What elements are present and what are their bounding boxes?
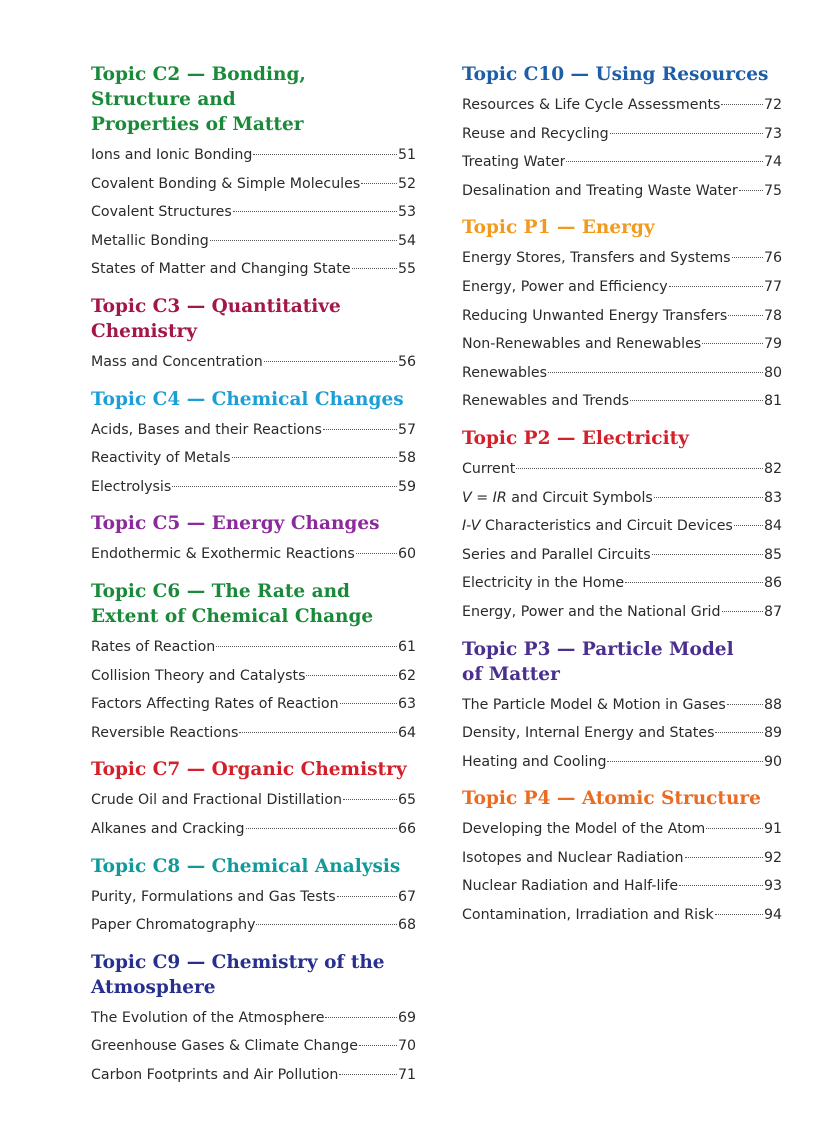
dot-leader: [210, 240, 397, 241]
entry-title: Renewables and Trends: [462, 393, 629, 410]
contents-entry-covalent-structures[interactable]: [91, 198, 416, 227]
dot-leader: [323, 429, 397, 430]
dot-leader: [239, 732, 397, 733]
dot-leader: [172, 486, 397, 487]
page-number: 58: [397, 450, 416, 467]
dot-leader: [352, 268, 397, 269]
entry-title: Mass and Concentration: [91, 353, 263, 370]
contents-entry-metallic-bonding[interactable]: [91, 227, 416, 256]
contents-entry-current[interactable]: [462, 455, 782, 484]
topic-heading-line: Structure and: [91, 89, 236, 110]
dot-leader: [715, 732, 762, 733]
topic-heading-line: Topic C5 — Energy Changes: [91, 513, 380, 535]
entry-title: Reversible Reactions: [91, 724, 239, 741]
topic-heading-line: Topic C9 — Chemistry of the: [91, 951, 385, 973]
contents-entry-covalent-bonding-simple-molecules[interactable]: [91, 170, 416, 199]
entry-title: Carbon Footprints and Air Pollution: [91, 1066, 339, 1083]
page-number: 76: [763, 250, 782, 267]
entry-title-italic: IR: [492, 489, 507, 506]
entry-title: Contamination, Irradiation and Risk: [462, 907, 714, 924]
topic-heading: [91, 757, 416, 782]
entry-title: Density, Internal Energy and States: [462, 725, 715, 742]
topic-heading: [91, 854, 416, 879]
dot-leader: [652, 554, 763, 555]
page-number: 67: [397, 888, 416, 905]
dot-leader: [734, 525, 763, 526]
dot-leader: [721, 104, 763, 105]
contents-entry-ions-and-ionic-bonding[interactable]: [91, 141, 416, 170]
page-number: 63: [397, 696, 416, 713]
entry-title: Current: [462, 460, 516, 477]
contents-entry-the-evolution-of-the-atmosphere[interactable]: [91, 1004, 416, 1033]
contents-entry-series-and-parallel-circuits[interactable]: [462, 541, 782, 570]
dot-leader: [337, 896, 397, 897]
page-number: 55: [397, 261, 416, 278]
page-number: 57: [397, 421, 416, 438]
entry-title: The Particle Model & Motion in Gases: [462, 696, 726, 713]
contents-entry-nuclear-radiation-and-half-life[interactable]: [462, 872, 782, 901]
topic-heading: [91, 511, 416, 536]
page-number: 94: [763, 907, 782, 924]
contents-entry-states-of-matter-and-changing-state[interactable]: [91, 255, 416, 284]
page-number: 53: [397, 204, 416, 221]
dot-leader: [728, 315, 763, 316]
topic-heading-line: Atmosphere: [91, 976, 216, 998]
contents-entry-electricity-in-the-home[interactable]: [462, 569, 782, 598]
page-number: 72: [763, 97, 782, 113]
page-number: 56: [397, 353, 416, 370]
topic-section: [462, 426, 782, 627]
contents-entry-paper-chromatography[interactable]: [91, 911, 416, 940]
contents-entry-the-particle-model-motion-in-gases[interactable]: [462, 691, 782, 720]
page-number: 90: [763, 753, 782, 770]
contents-entry-treating-water[interactable]: [462, 148, 782, 177]
dot-leader: [702, 343, 763, 344]
contents-entry-desalination-and-treating-waste-water[interactable]: [462, 177, 782, 206]
contents-entry-reducing-unwanted-energy-transfers[interactable]: [462, 302, 782, 331]
page-number: 59: [397, 478, 416, 495]
contents-entry-renewables-and-trends[interactable]: [462, 387, 782, 416]
entry-title: Alkanes and Cracking: [91, 820, 245, 837]
dot-leader: [727, 704, 763, 705]
entry-title: Non-Renewables and Renewables: [462, 336, 702, 353]
dot-leader: [685, 857, 763, 858]
dot-leader: [630, 400, 763, 401]
entry-title: Isotopes and Nuclear Radiation: [462, 849, 684, 866]
page-number: 66: [397, 820, 416, 837]
entry-title: [462, 512, 733, 541]
page-number: 81: [763, 393, 782, 410]
page-number: 62: [397, 667, 416, 684]
dot-leader: [256, 924, 396, 925]
dot-leader: [516, 468, 763, 469]
entry-title: Collision Theory and Catalysts: [91, 667, 306, 684]
contents-entry-contamination-irradiation-and-risk[interactable]: [462, 901, 782, 930]
contents-entry-reversible-reactions[interactable]: [91, 719, 416, 748]
entry-title: Energy, Power and Efficiency: [462, 278, 668, 295]
topic-section: [91, 854, 416, 940]
topic-heading: [91, 579, 416, 629]
topic-heading: [91, 294, 416, 344]
page-number: 85: [763, 546, 782, 563]
page-number: 52: [397, 175, 416, 192]
contents-column-left: [91, 62, 416, 1099]
topic-section: [462, 786, 782, 929]
contents-entry-energy-power-and-the-national-grid[interactable]: [462, 598, 782, 627]
entry-title: Reactivity of Metals: [91, 450, 231, 467]
topic-heading: [462, 215, 782, 240]
topic-heading-line: Topic C10 — Using Resources: [462, 64, 769, 85]
entry-title: Treating Water: [462, 154, 566, 171]
entry-title-italic: I-V: [462, 518, 481, 535]
entry-title: Electrolysis: [91, 478, 172, 495]
dot-leader: [361, 183, 397, 184]
contents-entry-endothermic-exothermic-reactions[interactable]: [91, 540, 416, 569]
topic-heading: [462, 426, 782, 451]
dot-leader: [715, 914, 763, 915]
contents-entry-heating-and-cooling[interactable]: [462, 748, 782, 777]
dot-leader: [246, 828, 397, 829]
topic-heading-line: Topic P1 — Energy: [462, 217, 655, 239]
page-number: 86: [763, 575, 782, 592]
topic-heading: [462, 637, 782, 687]
entry-title: Reuse and Recycling: [462, 125, 609, 142]
entry-title: [462, 484, 653, 513]
page-number: 65: [397, 792, 416, 809]
contents-entry-developing-the-model-of-the-atom[interactable]: [462, 815, 782, 844]
entry-title: Developing the Model of the Atom: [462, 821, 706, 838]
page-number: 93: [763, 878, 782, 895]
entry-title: Energy, Power and the National Grid: [462, 603, 721, 620]
topic-heading-line: Topic C8 — Chemical Analysis: [91, 855, 401, 877]
entry-title-part: Characteristics and Circuit Devices: [480, 518, 733, 535]
topic-heading-line: Properties of Matter: [91, 114, 304, 135]
topic-heading: [462, 786, 782, 811]
contents-entry-resources-life-cycle-assessments[interactable]: [462, 91, 782, 120]
topic-section: [91, 511, 416, 569]
page-number: 75: [763, 182, 782, 199]
entry-title: Rates of Reaction: [91, 638, 216, 655]
page-number: 61: [397, 638, 416, 655]
entry-title: Crude Oil and Fractional Distillation: [91, 792, 343, 809]
dot-leader: [548, 372, 763, 373]
topic-heading: [91, 387, 416, 412]
entry-title: States of Matter and Changing State: [91, 261, 351, 278]
entry-title: Series and Parallel Circuits: [462, 546, 651, 563]
dot-leader: [340, 703, 397, 704]
topic-section: [462, 62, 782, 205]
entry-title-part: =: [471, 489, 493, 506]
entry-title-italic: V: [462, 489, 472, 506]
dot-leader: [216, 646, 397, 647]
page-number: 60: [397, 546, 416, 563]
page-number: 77: [763, 278, 782, 295]
dot-leader: [679, 885, 763, 886]
dot-leader: [359, 1045, 397, 1046]
page-number: 64: [397, 724, 416, 741]
contents-entry-purity-formulations-and-gas-tests[interactable]: [91, 883, 416, 912]
dot-leader: [253, 154, 397, 155]
topic-heading-line: Topic C6 — The Rate and: [91, 580, 350, 602]
contents-entry-acids-bases-and-their-reactions[interactable]: [91, 416, 416, 445]
contents-entry-renewables[interactable]: [462, 359, 782, 388]
dot-leader: [610, 133, 763, 134]
contents-entry-collision-theory-and-catalysts[interactable]: [91, 662, 416, 691]
topic-section: [462, 637, 782, 777]
topic-heading-line: Topic C4 — Chemical Changes: [91, 388, 404, 410]
entry-title: Factors Affecting Rates of Reaction: [91, 696, 339, 713]
entry-title: Electricity in the Home: [462, 575, 625, 592]
topic-section: [91, 950, 416, 1090]
topic-heading-line: Extent of Chemical Change: [91, 605, 374, 627]
page-number: 54: [397, 232, 416, 249]
dot-leader: [233, 211, 397, 212]
entry-title: Endothermic & Exothermic Reactions: [91, 546, 355, 563]
entry-title: Heating and Cooling: [462, 753, 607, 770]
contents-entry-rates-of-reaction[interactable]: [91, 633, 416, 662]
contents-entry-crude-oil-and-fractional-distillation[interactable]: [91, 786, 416, 815]
page-number: 73: [763, 125, 782, 142]
dot-leader: [669, 286, 763, 287]
dot-leader: [625, 582, 763, 583]
topic-section: [91, 757, 416, 843]
dot-leader: [607, 761, 762, 762]
topic-heading: [91, 62, 416, 137]
contents-entry-mass-and-concentration[interactable]: [91, 348, 416, 377]
page-number: 91: [763, 821, 782, 838]
page-number: 89: [763, 725, 782, 742]
page-number: 82: [763, 460, 782, 477]
page-number: 87: [763, 603, 782, 620]
dot-leader: [566, 161, 762, 162]
topic-heading-line: Chemistry: [91, 320, 198, 342]
topic-section: [91, 62, 416, 284]
contents-entry-v-ir-and-circuit-symbols[interactable]: [462, 484, 782, 513]
entry-title: Renewables: [462, 364, 548, 381]
topic-heading-line: Topic P2 — Electricity: [462, 427, 689, 449]
page-number: 83: [763, 489, 782, 506]
entry-title: Paper Chromatography: [91, 917, 256, 934]
dot-leader: [232, 457, 397, 458]
topic-section: [91, 387, 416, 502]
entry-title: Greenhouse Gases & Climate Change: [91, 1038, 358, 1055]
entry-title: Resources & Life Cycle Assessments: [462, 97, 721, 113]
topic-section: [91, 579, 416, 747]
entry-title: The Evolution of the Atmosphere: [91, 1009, 325, 1026]
contents-entry-isotopes-and-nuclear-radiation[interactable]: [462, 844, 782, 873]
entry-title: Ions and Ionic Bonding: [91, 147, 253, 163]
contents-column-right: [462, 62, 782, 940]
page-number: 79: [763, 336, 782, 353]
contents-entry-energy-stores-transfers-and-systems[interactable]: [462, 244, 782, 273]
entry-title: Acids, Bases and their Reactions: [91, 421, 322, 438]
dot-leader: [343, 799, 397, 800]
contents-entry-greenhouse-gases-climate-change[interactable]: [91, 1032, 416, 1061]
topic-section: [91, 294, 416, 377]
entry-title: Purity, Formulations and Gas Tests: [91, 888, 336, 905]
page-number: 70: [397, 1038, 416, 1055]
entry-title: Energy Stores, Transfers and Systems: [462, 250, 731, 267]
page-number: 69: [397, 1009, 416, 1026]
page-number: 74: [763, 154, 782, 171]
dot-leader: [732, 257, 763, 258]
contents-entry-factors-affecting-rates-of-reaction[interactable]: [91, 690, 416, 719]
contents-entry-carbon-footprints-and-air-pollution[interactable]: [91, 1061, 416, 1090]
topic-heading-line: Topic C7 — Organic Chemistry: [91, 759, 407, 781]
topic-heading: [462, 62, 782, 87]
contents-entry-reuse-and-recycling[interactable]: [462, 120, 782, 149]
entry-title: Metallic Bonding: [91, 232, 209, 249]
contents-entry-reactivity-of-metals[interactable]: [91, 444, 416, 473]
entry-title: Covalent Structures: [91, 204, 232, 221]
dot-leader: [706, 828, 763, 829]
topic-section: [462, 215, 782, 416]
page-number: 80: [763, 364, 782, 381]
dot-leader: [654, 497, 763, 498]
topic-heading-line: Topic C2 — Bonding,: [91, 64, 306, 85]
contents-entry-i-v-characteristics-and-circuit-devices[interactable]: [462, 512, 782, 541]
dot-leader: [722, 611, 763, 612]
page-number: 78: [763, 307, 782, 324]
page-number: 51: [397, 147, 416, 163]
page-number: 84: [763, 518, 782, 535]
dot-leader: [356, 553, 397, 554]
page-number: 88: [763, 696, 782, 713]
entry-title: Desalination and Treating Waste Water: [462, 182, 738, 199]
entry-title: Covalent Bonding & Simple Molecules: [91, 175, 361, 192]
contents-entry-alkanes-and-cracking[interactable]: [91, 815, 416, 844]
contents-entry-energy-power-and-efficiency[interactable]: [462, 273, 782, 302]
page-number: 92: [763, 849, 782, 866]
entry-title: Reducing Unwanted Energy Transfers: [462, 307, 728, 324]
topic-heading-line: Topic C3 — Quantitative: [91, 295, 341, 317]
dot-leader: [339, 1074, 397, 1075]
contents-entry-non-renewables-and-renewables[interactable]: [462, 330, 782, 359]
dot-leader: [306, 675, 396, 676]
dot-leader: [264, 361, 397, 362]
dot-leader: [325, 1017, 397, 1018]
contents-entry-density-internal-energy-and-states[interactable]: [462, 719, 782, 748]
page-number: 71: [397, 1066, 416, 1083]
topic-heading-line: of Matter: [462, 663, 560, 685]
topic-heading-line: Topic P4 — Atomic Structure: [462, 788, 761, 810]
contents-entry-electrolysis[interactable]: [91, 473, 416, 502]
dot-leader: [739, 190, 763, 191]
topic-heading: [91, 950, 416, 1000]
topic-heading-line: Topic P3 — Particle Model: [462, 638, 734, 660]
page-number: 68: [397, 917, 416, 934]
entry-title-part: and Circuit Symbols: [506, 489, 653, 506]
entry-title: Nuclear Radiation and Half-life: [462, 878, 679, 895]
